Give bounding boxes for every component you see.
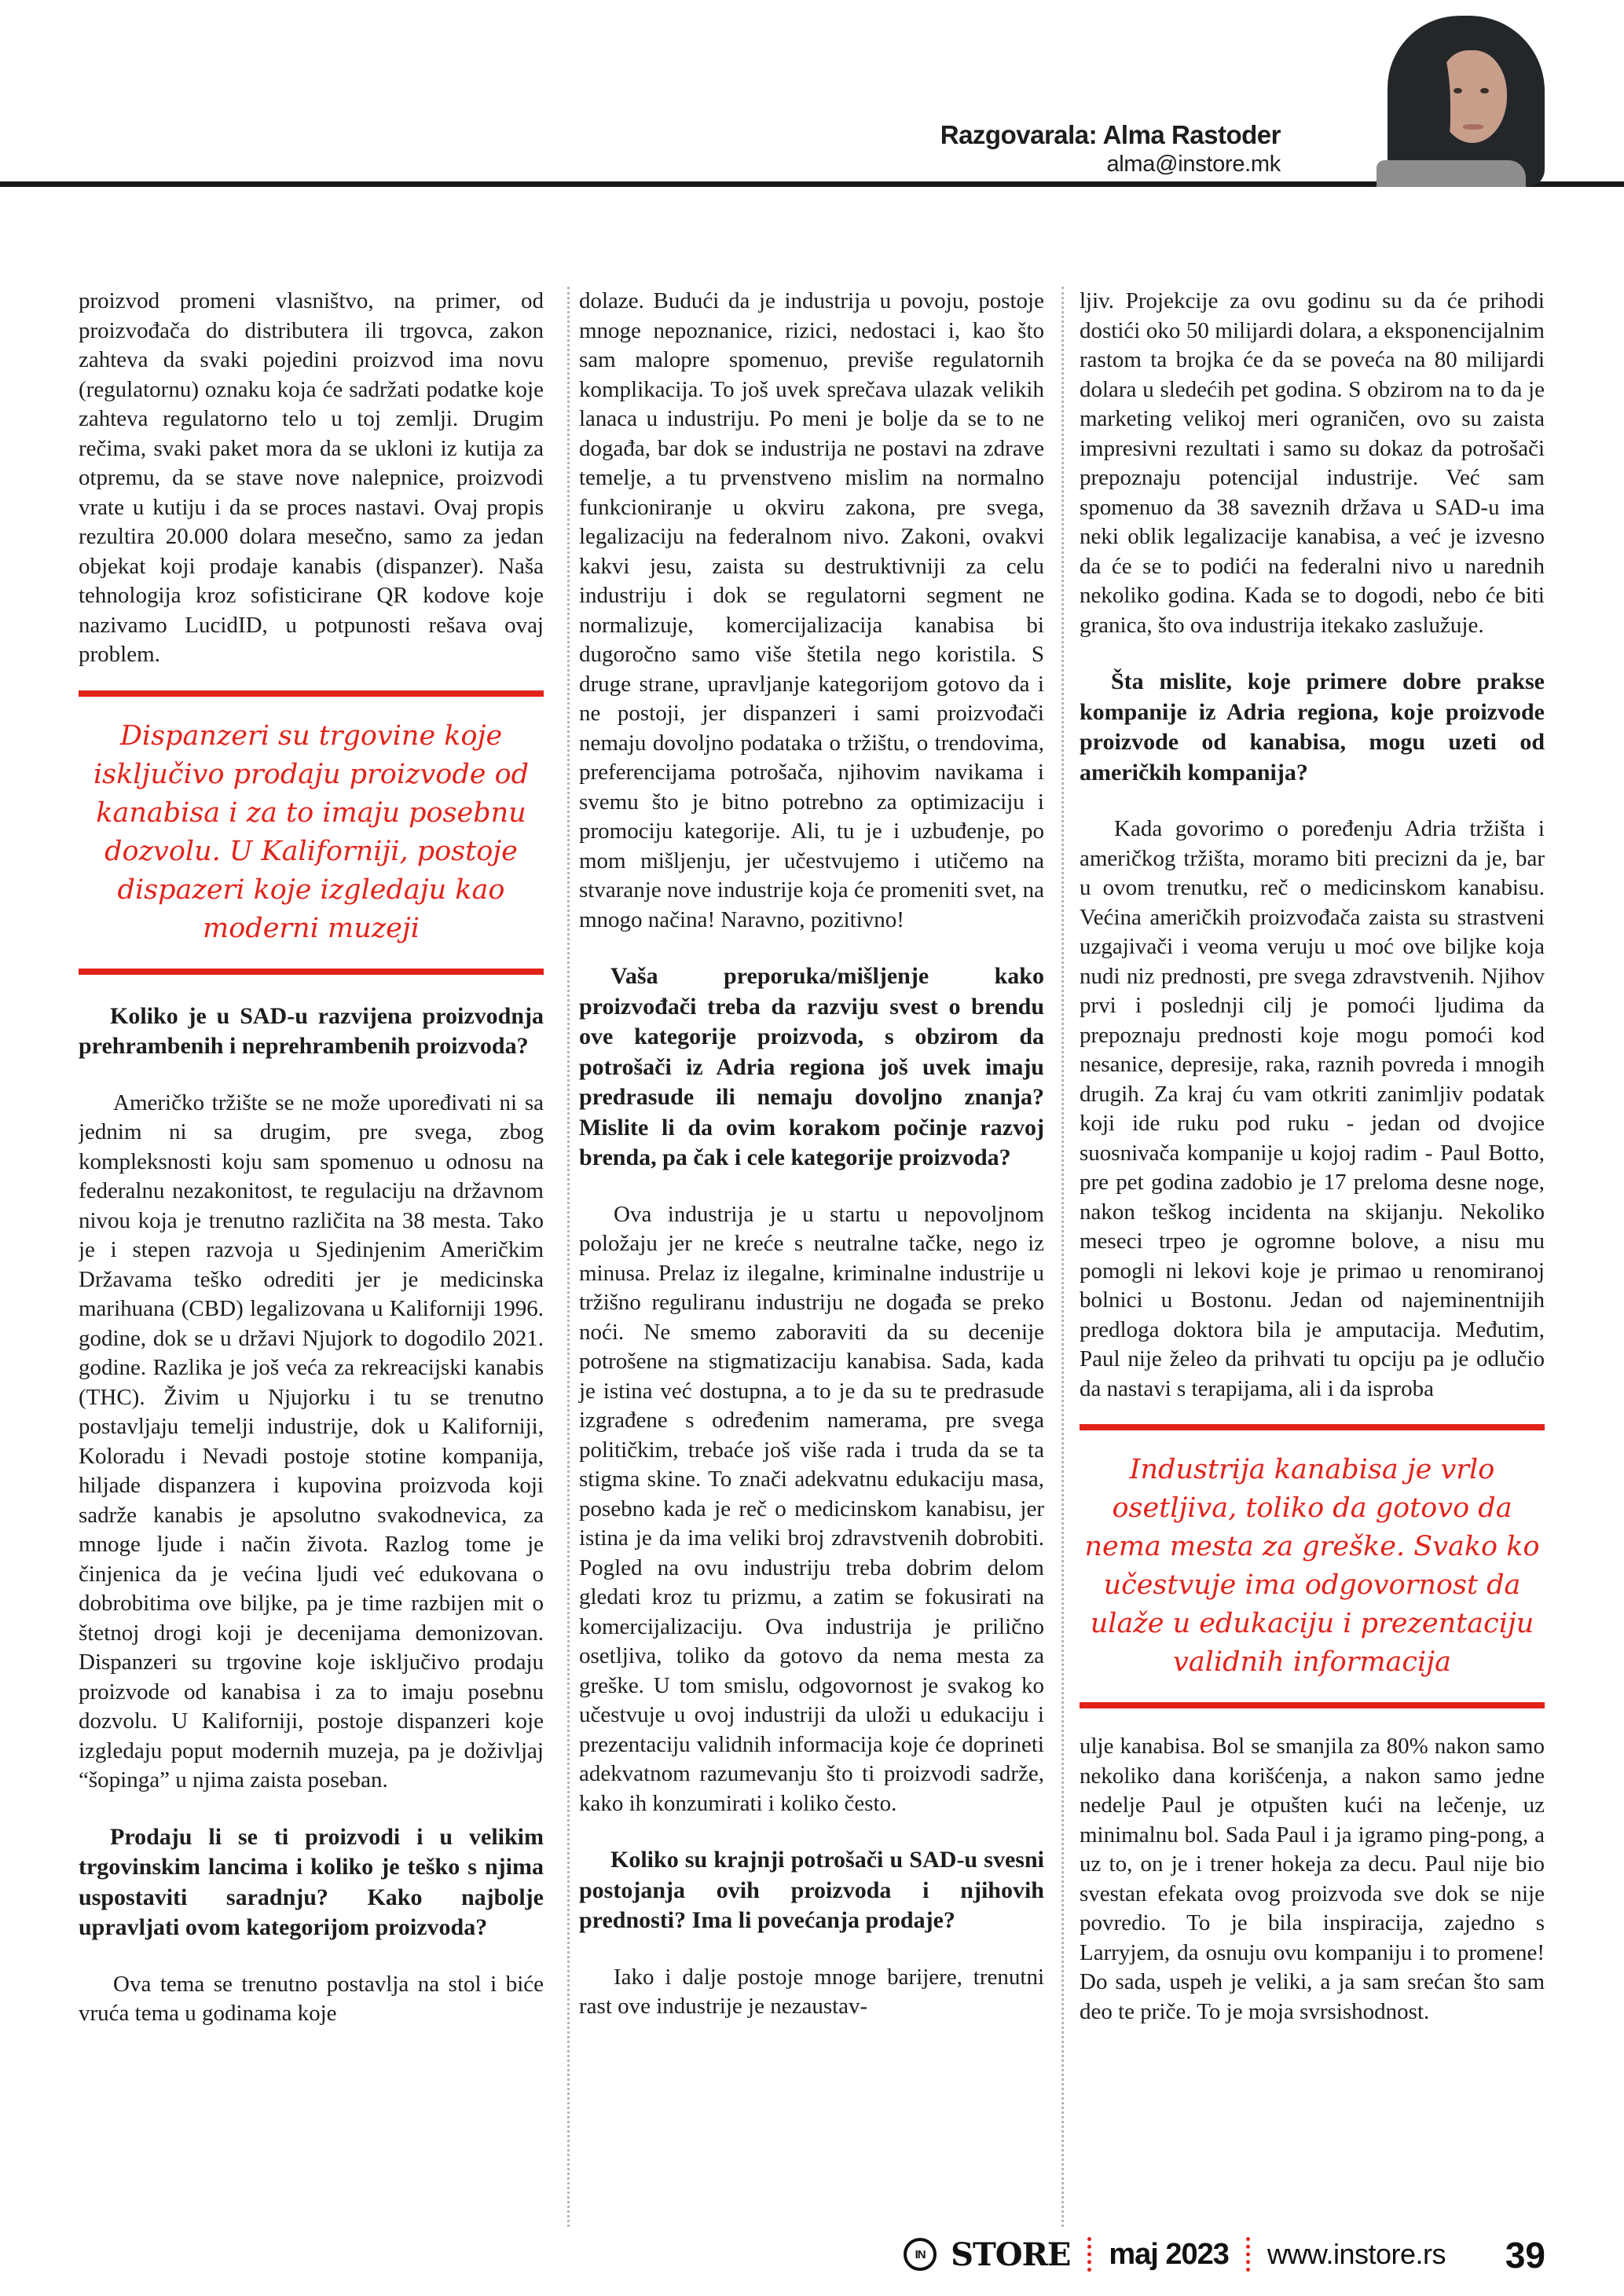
footer-dotted-separator-icon (1246, 2237, 1250, 2272)
question-heading: Koliko je u SAD-u razvijena proizvodnja prehrambenih i neprehrambenih proizvoda? (79, 1002, 544, 1059)
question-heading: Koliko su krajnji potrošači u SAD-u svesni postojanja ovih proizvoda i njihovih prednosti? Ima li povećanja prodaje? (579, 1847, 1044, 1933)
paragraph: Kada govorimo o poređenju Adria tržišta i američkog tržišta, moramo biti precizni da je, bar u ovom trenutku, reč o medicinskom kanabisu. Većina američkih proizvođača zaista su strastveni uzgajivači i veoma veruju u moć ove biljke koja nudi niz prednosti, pre svega zdravstvenih. Njihov prvi i poslednji cilj je pomoći ljudima da prepoznaju prednosti koje mogu pomoći kod nesanice, depresije, raka, raznih povreda i mnogih drugih. Za kraj ću vam otkriti zanimljiv podatak koji ide ruku pod ruku - jedan od dvojice suosnivača kompanije u kojoj radim - Paul Botto, pre pet godina zadobio je 17 preloma desne noge, nakon teškog incidenta na skijanju. Nekoliko meseci trpeo je ogromne bolove, a nisu mu pomogli ni lekovi koje je primao u renomiranoj bolnici u Bostonu. Jedan od najeminentnijih predloga doktora bila je amputacija. Međutim, Paul nije želeo da prihvati tu opciju pa je odlučio da nastavi s terapijama, ali i da isproba (1080, 816, 1545, 1401)
photo-eye-right (1480, 88, 1489, 93)
question-heading: Vaša preporuka/mišljenje kako proizvođači treba da razviju svest o brendu ove kategorije proizvoda, s obzirom da potrošači iz Adria regiona još uvek imaju predrasude ili nemaju dovoljno znanja? Mislite li da ovim korakom počinje razvoj brenda, pa čak i cele kategorije proizvoda? (579, 963, 1044, 1170)
paragraph: ljiv. Projekcije za ovu godinu su da će prihodi dostići oko 50 milijardi dolara, a eksponencijalnim rastom ta brojka će da se poveća na 80 milijardi dolara u sledećih pet godina. S obzirom na to da je marketing velikoj meri ograničen, ovo su zaista impresivni rezultati i samo su dokaz da potrošači prepoznaju potencijal industrije. Već sam spomenuo da 38 saveznih država u SAD-u ima neki oblik legalizacije kanabisa, a već je izvesno da će se to podići na federalni nivo u narednih nekoliko godina. Kada se to dogodi, nebo će biti granica, što ova industrija itekako zaslužuje. (1080, 288, 1545, 638)
footer-brand-store: STORE (951, 2236, 1071, 2273)
instore-logo-icon: IN (904, 2238, 937, 2271)
byline-email: alma@instore.mk (1106, 151, 1281, 177)
paragraph: Američko tržište se ne može upoređivati ni sa jednim ni sa drugim, pre svega, zbog kompleksnosti koju sam spomenuo u odnosu na federalnu nezakonitost, te regulaciju na državnom nivou koja je trenutno različita na 38 mesta. Tako je i stepen razvoja u Sjedinjenim Američkim Državama teško odrediti jer je medicinska marihuana (CBD) legalizovana u Kaliforniji 1996. godine, dok se u državi Njujork to dogodilo 2021. godine. Razlika je još veća za rekreacijski kanabis (THC). Živim u Njujorku i tu se trenutno postavljaju temelji industrije, dok u Kaliforniji, Koloradu i Nevadi postoje stotine kompanija, hiljade dispanzera i kupovina proizvoda koji sadrže kanabis je apsolutno svakodnevica, za mnoge ljude i način života. Razlog tome je činjenica da je većina ljudi već edukovana o dobrobitima ove biljke, pa je time razbijen mit o štetnoj drogi koji je decenijama demonizovan. Dispanzeri su trgovine koje isključivo prodaju proizvode od kanabisa i za to imaju posebnu dozvolu. U Kaliforniji, postoje dispanzeri koje izgledaju poput modernih muzeja, pa je doživljaj “šopinga” u njima zaista poseban. (79, 1089, 544, 1792)
paragraph: Iako i dalje postoje mnoge barijere, trenutni rast ove industrije je nezaustav- (579, 1964, 1044, 2019)
pull-quote-text: Industrija kanabisa je vrlo osetljiva, toliko da gotovo da nema mesta za greške. Svako ko učestvuje ima odgovornost da ulaže u edukaciju i prezentaciju validnih informacija (1084, 1454, 1540, 1678)
byline: Razgovarala: Alma Rastoder (940, 120, 1281, 149)
paragraph: proizvod promeni vlasništvo, na primer, od proizvođača do distributera ili trgovca, zakon zahteva da svaki pojedini proizvod ima novu (regulatornu) oznaku koja će sadržati podatke koje zahteva regulatorno telo u toj zemlji. Drugim rečima, svaki paket mora da se ukloni iz kutija za otpremu, da se stave nove nalepnice, proizvodi vrate u kutiju i da se proces nastavi. Ovaj propis rezultira 20.000 dolara mesečno, samo za jedan objekat koji prodaje kanabis (dispanzer). Naša tehnologija kroz sofisticirane QR kodove koje nazivamo LucidID, u potpunosti rešava ovaj problem. (79, 288, 544, 667)
footer-issue-date: maj 2023 (1109, 2237, 1229, 2271)
pull-quote-text: Dispanzeri su trgovine koje isključivo prodaju proizvode od kanabisa i za to imaju posebnu dozvolu. U Kaliforniji, postoje dispazeri koje izgledaju kao moderni muzeji (93, 720, 530, 944)
photo-shirt-shape (1377, 160, 1526, 187)
page-number: 39 (1505, 2235, 1545, 2276)
paragraph: Ova industrija je u startu u nepovoljnom položaju jer ne kreće s neutralne tačke, nego iz minusa. Prelaz iz ilegalne, kriminalne industrije u tržišno reguliranu industriju ne događa se preko noći. Ne smemo zaboraviti da su decenije potrošene na stigmatizaciju kanabisa. Sada, kada je istina već dostupna, a to je da su te predrasude izgrađene s određenim namerama, pre svega političkim, trebaće još više rada i truda da se ta stigma skine. To znači adekvatnu edukaciju masa, posebno kada je reč o medicinskom kanabisu, jer istina je da ima veliki broj zdravstvenih dobrobiti. Pogled na ovu industriju treba dobrim delom gledati kroz tu prizmu, a zatim se fokusirati na komercijalizaciju. Ova industrija je prilično osetljiva, toliko da gotovo da nema mesta za greške. U tom smislu, odgovornost je svakog ko učestvuje u ovoj industriji da uloži u edukaciju i prezentaciju validnih informacija koje će doprineti adekvatnom razumevanju što ti proizvodi sadrže, kako ih konzumirati i koliko često. (579, 1201, 1044, 1816)
question-heading: Šta mislite, koje primere dobre prakse kompanije iz Adria regiona, koje proizvode proizvode od kanabisa, mogu uzeti od američkih kompanija? (1080, 668, 1545, 785)
paragraph: ulje kanabisa. Bol se smanjila za 80% nakon samo nekoliko dana korišćenja, a nakon samo jedne nedelje Paul je otpušten kući na lečenje, uz minimalnu bol. Sada Paul i ja igramo ping-pong, a uz to, on je i trener hokeja za decu. Paul nije bio svestan efekata ovog proizvoda sve dok se nije povredio. To je bila inspiracija, zajedno s Larryjem, da osnuju ovu kompaniju i to promene! Do sada, uspeh je veliki, a ja sam srećan što sam deo te priče. To je moja svrsishodnost. (1080, 1734, 1545, 2024)
footer-brand-group (904, 2232, 1446, 2276)
photo-eye-left (1454, 88, 1462, 93)
footer-website: www.instore.rs (1267, 2238, 1446, 2270)
pull-quote-1 (79, 690, 544, 975)
footer-dotted-separator-icon (1087, 2237, 1091, 2272)
pull-quote-2 (1080, 1424, 1545, 1708)
page-footer (79, 2232, 1545, 2276)
paragraph: dolaze. Budući da je industrija u povoju, postoje mnoge nepoznanice, rizici, nedostaci i, kao što sam malopre spomenuo, previše regulatornih komplikacija. To još uvek sprečava ulazak velikih lanaca u industriju. Po meni je bolje da se to ne događa, bar dok se industrija ne postavi na zdrave temelje, a tu prvenstveno mislim na normalno funkcioniranje u okviru zakona, pre svega, legalizaciju na federalnom nivo. Zakoni, ovakvi kakvi jesu, zaista su destruktivniji za celu industriju i dok se regulatorni segment ne normalizuje, komercijalizacija kanabisa bi dugoročno samo više štetila nego koristila. S druge strane, upravljanje kategorijom gotovo da i ne postoji, jer dispanzeri i sami proizvođači nemaju dovoljno podataka o tržištu, o trendovima, preferencijama potrošača, njihovim navikama i svemu što je bitno potrebno za optimizaciju i promociju kategorije. Ali, tu je i uzbuđenje, po mom mišljenju, jer učestvujemo i utičemo na stvaranje nove industrije koja će promeniti svet, na mnogo načina! Naravno, pozitivno! (579, 288, 1044, 932)
photo-mouth (1463, 124, 1483, 130)
paragraph: Ova tema se trenutno postavlja na stol i biće vruća tema u godinama koje (79, 1971, 544, 2026)
column-1 (79, 287, 544, 2244)
article-columns (79, 287, 1545, 2244)
column-2 (579, 287, 1044, 2244)
column-3 (1080, 287, 1545, 2244)
header-byline-block (940, 119, 1281, 178)
interviewer-photo (1377, 13, 1559, 187)
question-heading: Prodaju li se ti proizvodi i u velikim trgovinskim lancima i koliko je teško s njima uspostaviti saradnju? Kako najbolje upravljati ovom kategorijom proizvoda? (79, 1823, 544, 1940)
